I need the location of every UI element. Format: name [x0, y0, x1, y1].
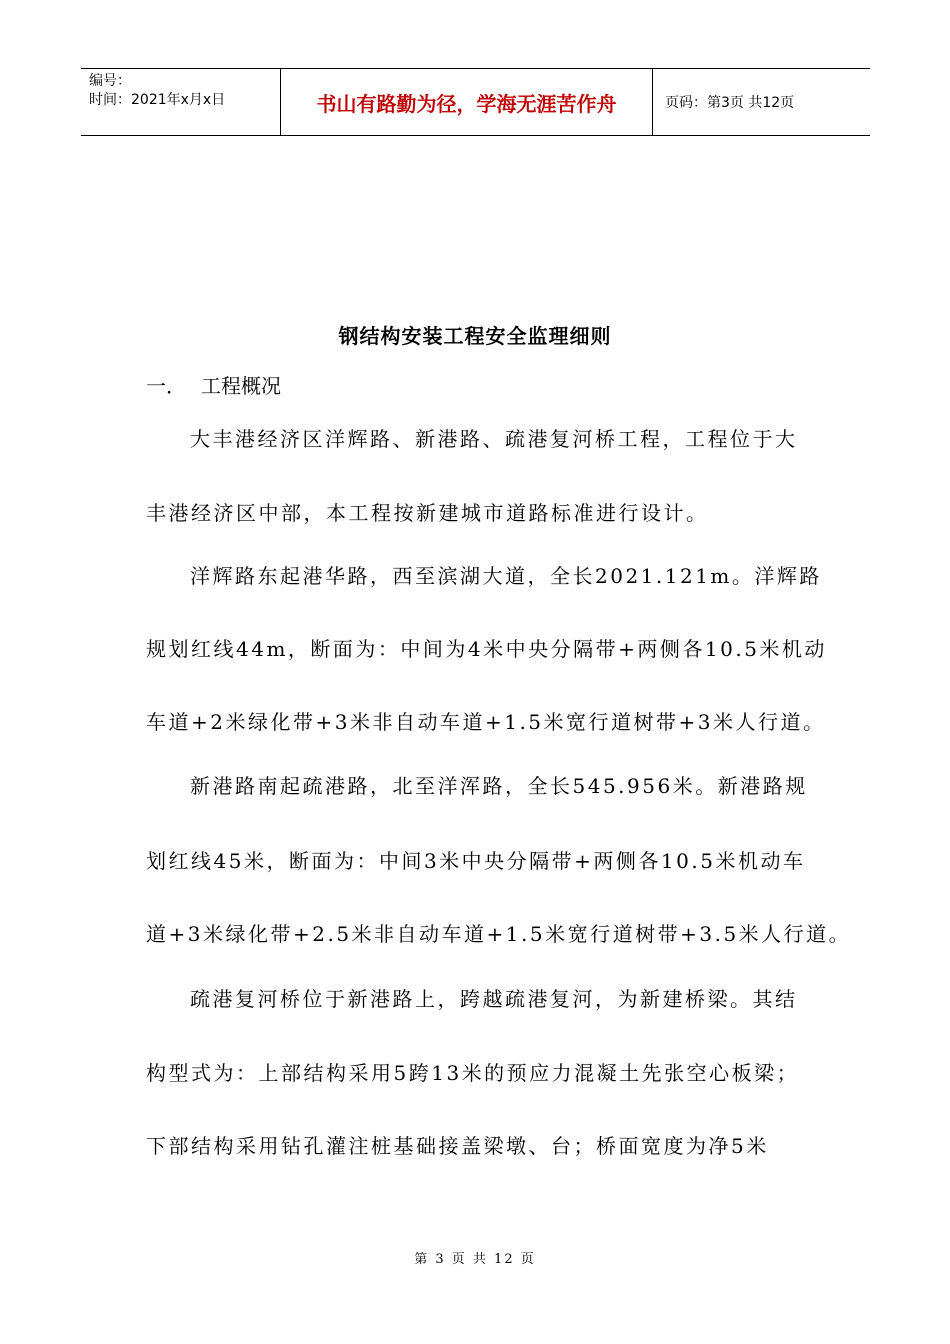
- body-line: 洋辉路东起港华路，西至滨湖大道，全长2021.121m。洋辉路: [190, 564, 822, 588]
- body-line: 丰港经济区中部，本工程按新建城市道路标准进行设计。: [146, 501, 709, 525]
- document-time-label: 时间：2021年x月x日: [89, 92, 226, 108]
- body-line: 道+3米绿化带+2.5米非自动车道+1.5米宽行道树带+3.5米人行道。: [146, 922, 852, 946]
- header-motto: 书山有路勤为径，学海无涯苦作舟: [281, 69, 653, 135]
- header-table: [81, 68, 870, 136]
- header-meta-cell: [81, 69, 281, 135]
- body-line: 划红线45米，断面为：中间3米中央分隔带+两侧各10.5米机动车: [146, 849, 806, 873]
- body-line: 新港路南起疏港路，北至洋浑路，全长545.956米。新港路规: [190, 774, 808, 798]
- body-line: 车道+2米绿化带+3米非自动车道+1.5米宽行道树带+3米人行道。: [146, 710, 826, 734]
- body-line: 大丰港经济区洋辉路、新港路、疏港复河桥工程，工程位于大: [190, 427, 798, 451]
- body-line: 构型式为：上部结构采用5跨13米的预应力混凝土先张空心板梁；: [146, 1061, 800, 1085]
- body-line: 规划红线44m，断面为：中间为4米中央分隔带+两侧各10.5米机动: [146, 637, 827, 661]
- section-heading: [146, 370, 281, 399]
- section-title: 工程概况: [201, 374, 281, 398]
- section-number: 一．: [146, 374, 186, 398]
- body-line: 下部结构采用钻孔灌注桩基础接盖梁墩、台；桥面宽度为净5米: [146, 1134, 769, 1158]
- document-number-label: 编号：: [89, 73, 131, 89]
- page-footer: 第 3 页 共 12 页: [414, 1252, 536, 1267]
- header-page-info: 页码：第3页 共12页: [665, 95, 795, 111]
- document-title: 钢结构安装工程安全监理细则: [338, 324, 612, 348]
- body-line: 疏港复河桥位于新港路上，跨越疏港复河，为新建桥梁。其结: [190, 987, 798, 1011]
